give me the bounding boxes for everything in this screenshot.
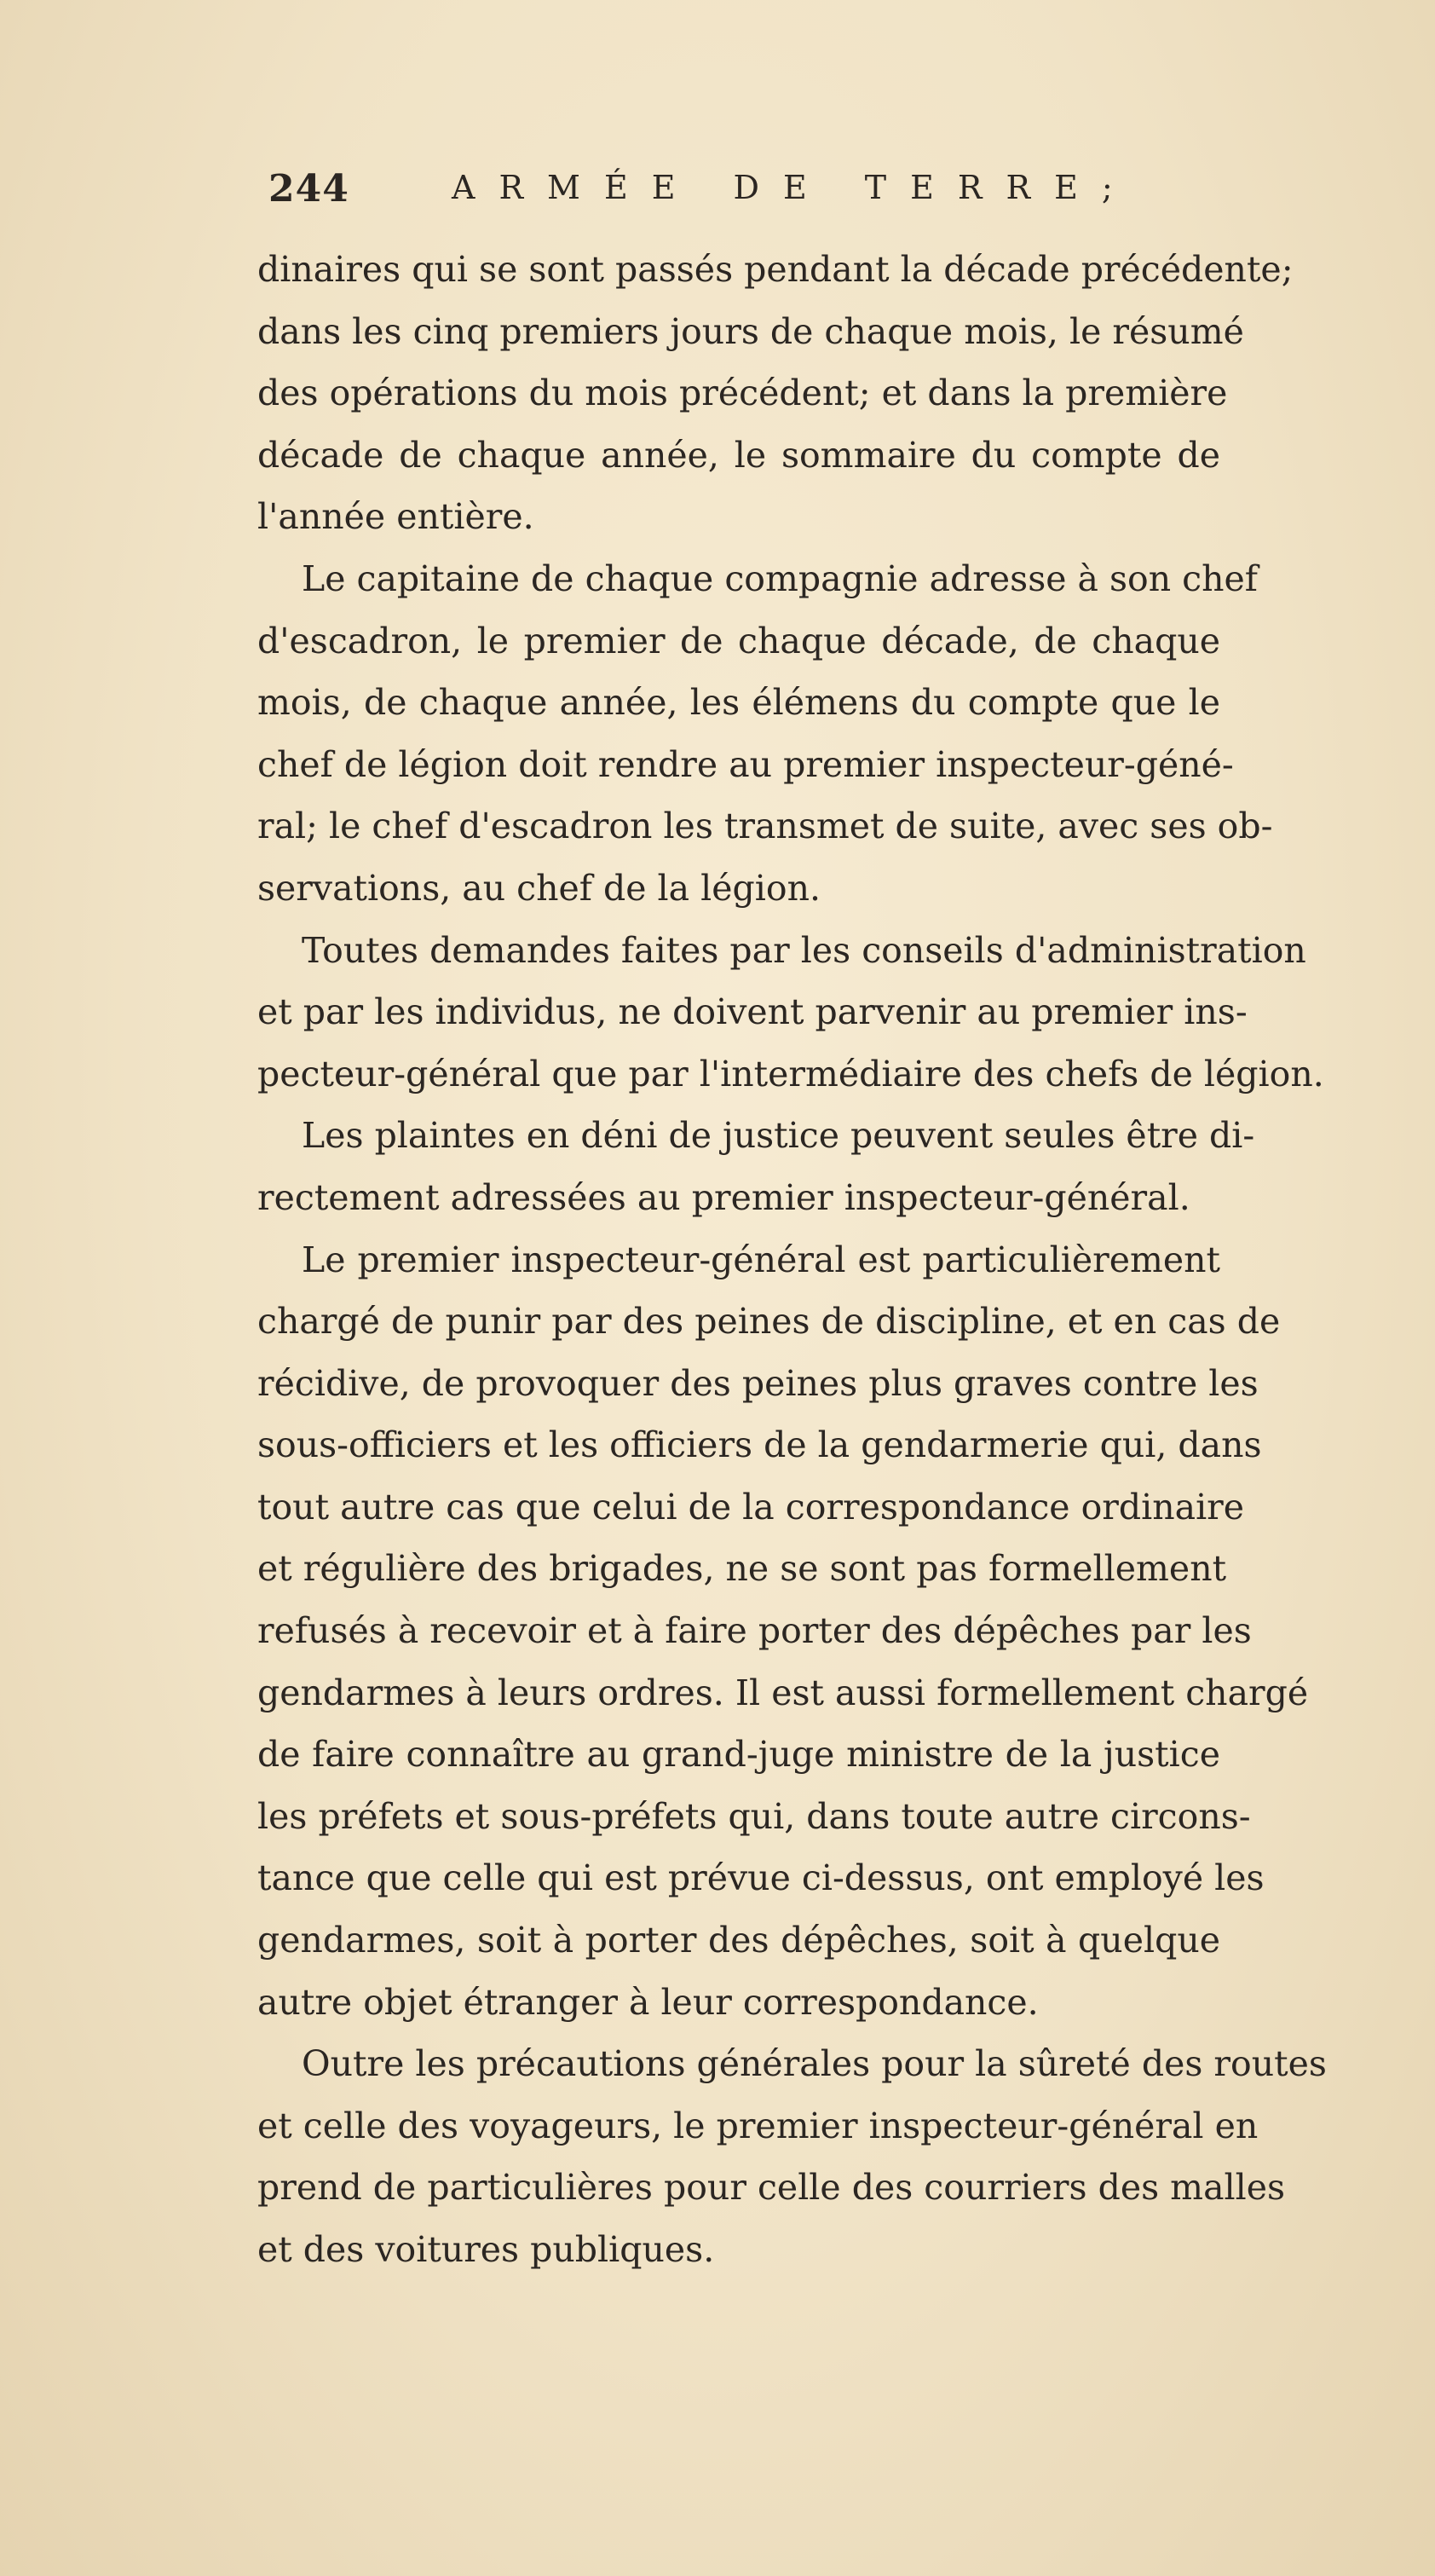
page-body xyxy=(257,239,1327,2281)
running-title: ARMÉE DE TERRE; xyxy=(452,169,1137,206)
text-line: gendarmes, soit à porter des dépêches, soit à quelque xyxy=(257,1920,1220,1961)
text-line: et des voitures publiques. xyxy=(257,2229,715,2270)
text-line: des opérations du mois précédent; et dans la première xyxy=(257,373,1228,414)
text-line: prend de particulières pour celle des courriers des malles xyxy=(257,2167,1286,2209)
text-line: les préfets et sous-préfets qui, dans toute autre circons- xyxy=(257,1795,1251,1837)
text-line: ral; le chef d'escadron les transmet de suite, avec ses ob- xyxy=(257,806,1273,847)
text-line: chargé de punir par des peines de discipline, et en cas de xyxy=(257,1301,1281,1343)
text-line: tout autre cas que celui de la correspondance ordinaire xyxy=(257,1486,1245,1528)
text-line: l'année entière. xyxy=(257,496,534,538)
text-line: Le capitaine de chaque compagnie adresse à son chef xyxy=(302,557,1258,599)
text-line: de faire connaître au grand-juge ministre de la justice xyxy=(257,1734,1220,1776)
text-line: sous-officiers et les officiers de la gendarmerie qui, dans xyxy=(257,1424,1262,1466)
text-line: rectement adressées au premier inspecteur-général. xyxy=(257,1176,1190,1218)
text-line: et celle des voyageurs, le premier inspecteur-général en xyxy=(257,2105,1259,2146)
page-header xyxy=(268,167,1214,218)
text-line: Le premier inspecteur-général est particulièrement xyxy=(302,1239,1220,1280)
text-line: et par les individus, ne doivent parvenir au premier ins- xyxy=(257,991,1248,1033)
text-line: chef de légion doit rendre au premier inspecteur-géné- xyxy=(257,743,1234,785)
text-line: refusés à recevoir et à faire porter des dépêches par les xyxy=(257,1610,1252,1652)
text-line: pecteur-général que par l'intermédiaire des chefs de légion. xyxy=(257,1053,1324,1095)
text-line: tance que celle qui est prévue ci-dessus, ont employé les xyxy=(257,1857,1265,1899)
text-line: d'escadron, le premier de chaque décade, de chaque xyxy=(257,620,1220,661)
text-line: Outre les précautions générales pour la sûreté des routes xyxy=(302,2043,1327,2085)
text-line: récidive, de provoquer des peines plus graves contre les xyxy=(257,1362,1259,1404)
text-line: gendarmes à leurs ordres. Il est aussi formellement chargé xyxy=(257,1672,1309,1713)
text-line: dans les cinq premiers jours de chaque mois, le résumé xyxy=(257,310,1244,352)
text-line: autre objet étranger à leur correspondance. xyxy=(257,1981,1039,2023)
text-line: Toutes demandes faites par les conseils d'administration xyxy=(302,929,1306,971)
text-line: dinaires qui se sont passés pendant la décade précédente; xyxy=(257,249,1294,290)
text-line: Les plaintes en déni de justice peuvent seules être di- xyxy=(302,1115,1255,1157)
text-line: décade de chaque année, le sommaire du compte de xyxy=(257,434,1220,476)
text-line: servations, au chef de la légion. xyxy=(257,867,821,909)
text-line: et régulière des brigades, ne se sont pas formellement xyxy=(257,1548,1227,1590)
page-number: 244 xyxy=(268,167,349,211)
text-line: mois, de chaque année, les élémens du compte que le xyxy=(257,682,1220,724)
